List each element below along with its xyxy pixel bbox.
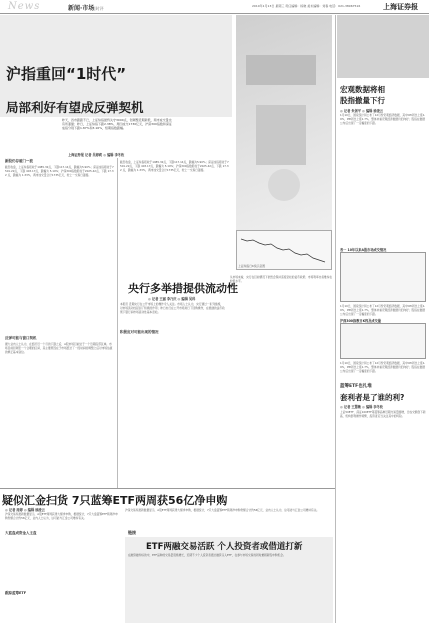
etf-body-2: 沪深交易所最新数据显示，A股ETF两周获得大额净申购，根据统计，7只大盘蓝筹ETF两周净申购份额合计约56亿元，业内人士认为，这可能与汇金公司增持有关。 <box>125 508 320 512</box>
lead-body-3: 截至收盘，上证综指报收于1985.32点，下跌117.14点，跌幅为5.90%；深证成指报收于7501.22点，下跌 403.17点，跌幅为 5.10%；沪深300指数报收于2025.42点，下跌 17.32 点，跌幅为 1.33%，两市成交量合计1735亿元，较上一交易日萎缩。 <box>120 160 229 172</box>
column-divider <box>117 158 118 488</box>
etf-body: 沪深交易所最新数据显示，A股ETF两周获得大额净申购，根据统计，7只大盘蓝筹ETF两周净申购份额合计约56亿元，业内人士认为，这可能与汇金公司增持有关。 <box>5 512 118 520</box>
right-byline: ◎ 记者 朱剑平 ◎ 编辑 徐凌云 <box>340 109 383 113</box>
etf-link-label: 链接 <box>128 530 136 535</box>
lead-subtitle: 局部利好有望成反弹契机 <box>6 100 144 115</box>
market-photo <box>236 15 332 263</box>
lead-subhead-1: 新股仍存破门一波 <box>5 159 33 163</box>
middle-subhead: 积极应对可能出现的情况 <box>120 330 159 334</box>
middle-byline: ◎ 记者 王丽 李乃庆 ◎ 编辑 吴科 <box>148 297 196 301</box>
data-table-2 <box>340 323 426 359</box>
lead-byline: 上海证券报 记者 吴婷莉 ◎ 编辑 李冬枚 <box>68 153 125 157</box>
etf-subhead-1: 大蓝盘成资金入主盘 <box>5 531 37 535</box>
paper-name: 上海证券报 <box>383 3 418 11</box>
column-divider <box>335 15 336 623</box>
news-wordmark: News <box>8 1 41 12</box>
etf-sidebar-title: ETF两融交易活跃 个人投资者或借道打新 <box>146 542 303 552</box>
masthead <box>0 0 429 13</box>
right-body: 1月10日，国家统计局公布了12月份宏观经济数据，其中CPI同比上涨1.9%，PPI同比上涨1.7%，整体来看宏观经济数据仍旧向好；股指在数据公布后出现了一定幅度的下跌。 <box>340 113 426 125</box>
dateline: 2010年1月13日 星期三 责任编辑：杨晓 美术编辑：刘春 电话：021-38967516 <box>252 4 361 8</box>
etf-byline: ◎ 记者 周婷 ◎ 编辑 徐凌云 <box>5 508 45 512</box>
masthead-rule <box>0 13 429 14</box>
right-byline-2: ◎ 记者 王慧敏 ◎ 编辑 李冬枚 <box>340 405 383 409</box>
index-line <box>241 239 325 262</box>
data-table-1 <box>340 252 426 302</box>
lead-body-1: 截至收盘，上证综指报收于1985.32点，下跌117.14点，跌幅为5.90%；深证成指报收于7501.22点，下跌 403.17点，跌幅为 5.10%；沪深300指数报收于2025.42点，下跌 17.32 点，跌幅为 1.33%，两市成交量合计1735亿元，较上一交易日萎缩。 <box>5 165 114 177</box>
trading-floor-image <box>236 15 332 263</box>
lead-intro: 昨天，四市跌跌不已，上证综指最终失守3000点，创调整近期新低，两市成交量也有所萎缩；昨日，上证综指下跌2.38%，周四成交1730亿元，沪深300指数和深证成指分别下跌1.87%和3.16%，短期指数跌幅。 <box>62 118 172 130</box>
etf-sidebar-body: 在融资融券标的中，ETF品种的交易量逐渐增长，近期不少个人投资者通过融资买入ETF，在参与市场交易的同时兼顾新股申购机会。 <box>128 553 286 557</box>
middle-body-2: 从市场来看，央行在目前情况下依然会保持适度宽松的货币政策；市场利率也将维持在较低水平。 <box>230 275 333 283</box>
section-rule <box>0 488 335 489</box>
section-title: 新闻·市场|时评 <box>68 5 104 12</box>
chart-caption: 上证综指日K线示意图 <box>238 264 266 268</box>
lead-title: 沪指重回“1时代” <box>6 65 127 83</box>
right-top-banner <box>337 15 429 78</box>
lead-subhead-2: 反弹可能与窗口契机 <box>5 336 37 340</box>
right-body-2: 上证50ETF、深证100ETF等蓝筹品种近期交易量剧增，日成交额创下新高，机构套利操作频繁，投资者应当关注其中的风险。 <box>340 410 426 418</box>
middle-headline: 央行多举措提供流动性 <box>128 282 238 295</box>
right-body-extra: 1月10日，国家统计局公布了12月份宏观经济数据，其中CPI同比上涨1.9%，PPI同比上涨1.7%，整体来看宏观经济数据仍旧向好；股指在数据公布后出现了一定幅度的下跌。 <box>340 361 426 373</box>
middle-body-1: 本报讯 近期央行在公开市场上的操作令人关注。市场人士认为，央行通过一系列措施，对市场流动性起到了积极的作用；昨日央行在公开市场进行了回购操作，在稳健的货币政策下银行间市场流动性基本宽松。 <box>120 302 225 314</box>
table2-title: 沪深300指数日K线及成交量 <box>340 319 381 323</box>
lead-body-2: 据大业内人士认为，在经历近一个月的下跌之后，A股市场目前处于一个近期底部区域。市场目前回调至一个合理的区间，其主要原因在于市场经过了一段时间的调整之后对市场估值的修正基本到位。 <box>5 342 113 354</box>
table1-title: 表一 10年以来A股市场成交情况 <box>340 248 387 252</box>
table-note: 1月10日，国家统计局公布了12月份宏观经济数据，其中CPI同比上涨1.9%，PPI同比上涨1.7%，整体来看宏观经济数据仍旧向好；股指在数据公布后出现了一定幅度的下跌。 <box>340 304 426 316</box>
right-subhead: 蓝筹ETF也扎堆 <box>340 384 372 389</box>
etf-headline: 疑似汇金扫货 7只蓝筹ETF两周获56亿净申购 <box>2 494 228 507</box>
right-headline: 宏观数据将相 股指撤量下行 <box>340 85 385 105</box>
right-headline-2: 套利者是了谁的利? <box>340 393 405 402</box>
etf-subhead-2: 跟踪蓝筹ETF <box>5 591 27 595</box>
